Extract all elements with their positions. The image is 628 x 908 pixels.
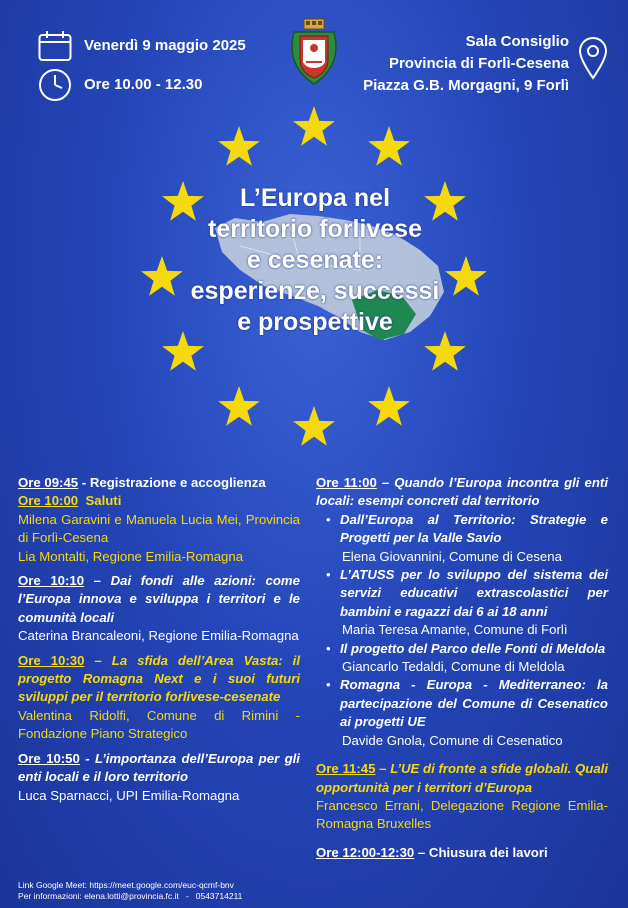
contact-info: Per informazioni: elena.lotti@provincia.fc.it - 0543714211 <box>18 891 243 901</box>
session-1100: Ore 11:00 – Quando l’Europa incontra gli enti locali: esempi concreti dal territorio <box>316 475 608 509</box>
session-time: Ore 10:00 <box>18 493 79 509</box>
event-title <box>140 183 490 338</box>
speaker: Davide Gnola, Comune di Cesenatico <box>342 732 563 748</box>
program-right-column <box>316 474 608 862</box>
speaker: Giancarlo Tedaldi, Comune di Meldola <box>342 659 565 675</box>
speaker: Elena Giovannini, Comune di Cesena <box>342 548 562 564</box>
speaker: Milena Garavini e Manuela Lucia Mei, Provincia di Forlì-Cesena <box>18 511 300 546</box>
event-time: Ore 10.00 - 12.30 <box>84 76 203 93</box>
session-1030: Ore 10:30 – La sfida dell’Area Vasta: il progetto Romagna Next e i suoi futuri sviluppi per il territorio forlivese-cesenate <box>18 652 301 705</box>
session-time: Ore 11:00 <box>316 475 377 490</box>
speaker: Valentina Ridolfi, Comune di Rimini - Fondazione Piano Strategico <box>18 707 300 742</box>
session-title: Dai fondi alle azioni: come l’Europa innova e sviluppa i territori e le comunità locali <box>18 573 300 625</box>
session-time: Ore 11:45 <box>316 761 376 777</box>
speaker: Caterina Brancaleoni, Regione Emilia-Romagna <box>18 628 299 644</box>
session-time: Ore 10:50 <box>18 750 80 766</box>
star-icon <box>368 126 410 166</box>
meet-link[interactable]: Link Google Meet: https://meet.google.com/euc-qcmf-bnv <box>18 880 234 890</box>
session-time: Ore 10:30 <box>18 652 85 668</box>
speaker: Maria Teresa Amante, Comune di Forlì <box>342 622 568 638</box>
speaker: Francesco Errani, Delegazione Regione Emilia-Romagna Bruxelles <box>316 797 608 832</box>
star-icon <box>293 106 335 146</box>
talk-item: • Il progetto del Parco delle Fonti di Meldola <box>316 640 608 658</box>
venue-address: Piazza G.B. Morgagni, 9 Forlì <box>363 77 569 94</box>
venue-institution: Provincia di Forlì-Cesena <box>388 55 569 72</box>
talk-title: Dall’Europa al Territorio: Strategie e Progetti per la Valle Savio <box>340 511 608 546</box>
title-line: e cesenate: <box>246 246 384 274</box>
footer-info <box>18 880 242 902</box>
session-title: L’importanza dell’Europa per gli enti locali e il loro territorio <box>18 750 300 785</box>
session-1145: Ore 11:45 – L’UE di fronte a sfide globali. Quali opportunità per i territori d’Europa <box>316 761 608 795</box>
title-line: e prospettive <box>237 308 393 336</box>
session-1050: Ore 10:50 - L’importanza dell’Europa per gli enti locali e il loro territorio <box>18 750 300 785</box>
session-title: Chiusura dei lavori <box>428 844 548 860</box>
session-title: Quando l’Europa incontra gli enti locali: esempi concreti dal territorio <box>316 475 608 509</box>
star-icon <box>218 386 260 426</box>
session-0945 <box>18 474 300 492</box>
session-title: La sfida dell’Area Vasta: il progetto Romagna Next e i suoi futuri sviluppi per il territorio forlivese-cesenate <box>18 652 301 705</box>
session-1000 <box>18 492 300 510</box>
session-title: - Registrazione e accoglienza <box>78 475 266 490</box>
event-date: Venerdì 9 maggio 2025 <box>84 37 246 54</box>
session-title: Saluti <box>85 493 122 509</box>
title-line: esperienze, successi <box>190 277 440 305</box>
star-icon <box>293 406 335 446</box>
session-1010: Ore 10:10 – Dai fondi alle azioni: come l’Europa innova e sviluppa i territori e le comunità locali <box>18 573 300 625</box>
star-icon <box>368 386 410 426</box>
talk-item: • Dall’Europa al Territorio: Strategie e Progetti per la Valle Savio <box>316 511 608 548</box>
talk-title: Il progetto del Parco delle Fonti di Meldola <box>340 640 606 656</box>
title-line: territorio forlivese <box>208 215 422 243</box>
session-time: Ore 10:10 <box>18 573 85 589</box>
talk-item: • L’ATUSS per lo sviluppo del sistema dei servizi educativi extrascolastici per bambini e ragazzi dai 6 ai 18 anni <box>316 566 608 621</box>
session-title: L’UE di fronte a sfide globali. Quali opportunità per i territori d’Europa <box>316 761 608 795</box>
title-line: L’Europa nel <box>239 184 391 212</box>
star-icon <box>218 126 260 166</box>
program-left-column <box>18 474 300 805</box>
talk-title: L’ATUSS per lo sviluppo del sistema dei servizi educativi extrascolastici per bambini e ragazzi dai 6 ai 18 anni <box>340 567 608 619</box>
talk-title: Romagna - Europa - Mediterraneo: la partecipazione del Comune di Cesenatico ai progetti UE <box>340 677 608 730</box>
session-1200: Ore 12:00-12:30 – Chiusura dei lavori <box>316 844 548 860</box>
talk-item: • Romagna - Europa - Mediterraneo: la partecipazione del Comune di Cesenatico ai progetti UE <box>316 676 608 731</box>
speaker: Luca Sparnacci, UPI Emilia-Romagna <box>18 787 240 803</box>
speaker: Lia Montalti, Regione Emilia-Romagna <box>18 548 244 564</box>
session-time: Ore 09:45 <box>18 475 79 490</box>
session-time: Ore 12:00-12:30 <box>316 844 415 860</box>
venue-hall: Sala Consiglio <box>465 33 569 50</box>
